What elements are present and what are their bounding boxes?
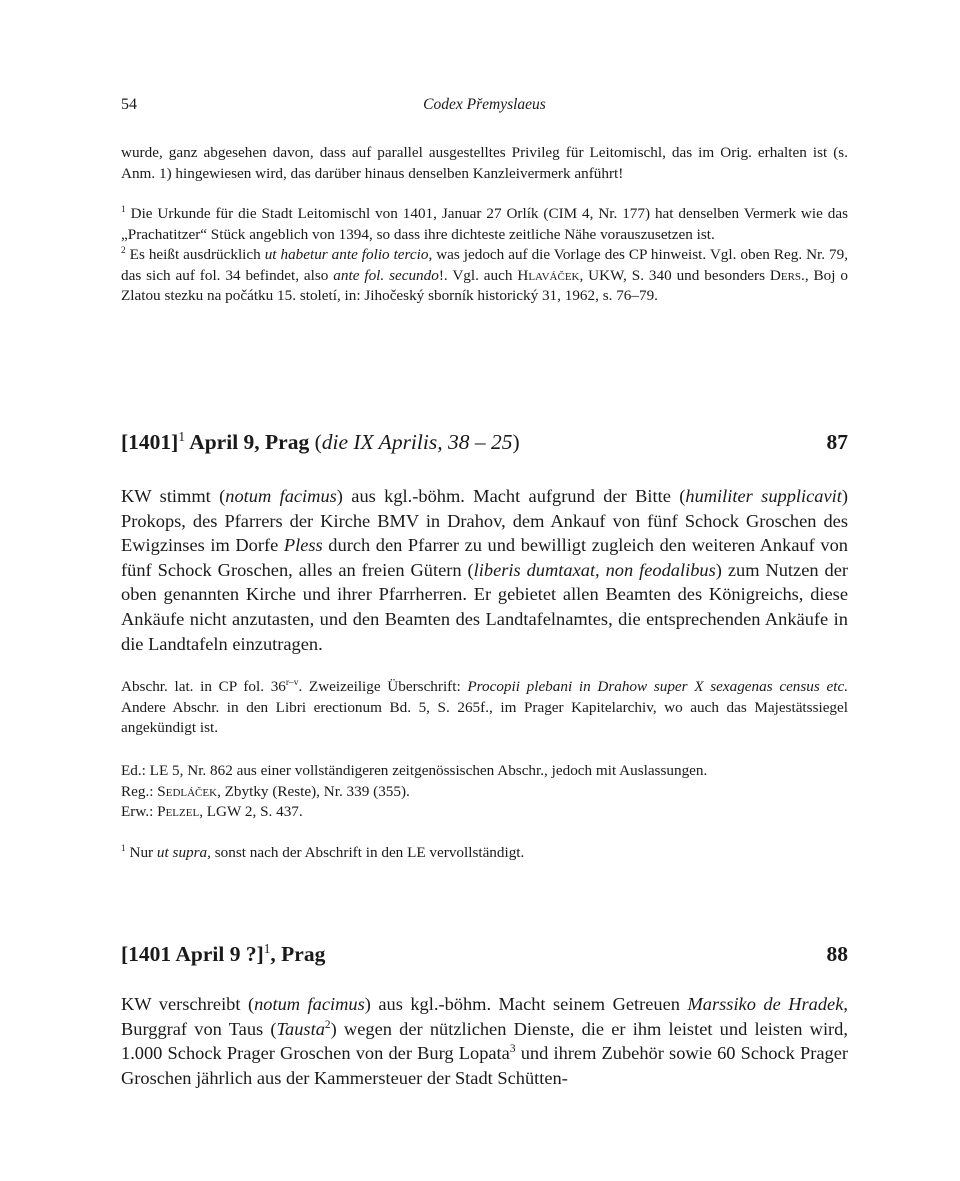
author-name: Hlaváček <box>517 266 580 284</box>
author-name: Pelzel <box>157 803 200 820</box>
entry-87-number: 87 <box>826 430 848 454</box>
running-title: Codex Přemyslaeus <box>423 96 546 113</box>
text-run: KW verschreibt ( <box>121 994 255 1014</box>
footnote-marker: 1 <box>263 940 271 956</box>
continuation-text: wurde, ganz abgesehen davon, dass auf parallel ausgestelltes Privileg für Leitomischl, das im Orig. erhalten ist (s. Anm. 1) hingewiesen wird, das darüber hinaus denselben Kanzleivermerk anführt! <box>121 144 848 182</box>
page-number: 54 <box>121 96 137 113</box>
footnote-text: was jedoch auf die Vorlage des CP hinweist. Vgl. oben Reg. Nr. 79, das sich auf fol. 34 befindet, also <box>121 246 849 284</box>
source-text <box>121 677 848 739</box>
entry-88-title <box>121 942 325 967</box>
paren: ( <box>314 430 322 454</box>
regest-text <box>121 484 848 656</box>
entry-87-title <box>121 430 520 455</box>
entry-place: , Prag <box>270 942 326 966</box>
latin-quote: Procopii plebani in Drahow super X sexagenas census etc. <box>467 678 848 695</box>
entry-87-footnote <box>121 843 848 864</box>
footnote-text: Es heißt ausdrücklich <box>129 246 265 263</box>
regest-text <box>121 992 848 1090</box>
footnote-text: , UKW, S. 340 und besonders <box>579 266 770 284</box>
erw-line <box>121 802 848 823</box>
latin-quote: liberis dumtaxat, non feodalibus <box>473 559 716 580</box>
paren: ) <box>512 430 520 454</box>
footnote-text: Die Urkunde für die Stadt Leitomischl von 1401, Januar 27 Orlík (CIM 4, Nr. 177) hat denselben Vermerk wie das „Prachatitzer“ Stück angeblich von 1394, so dass ihre dichteste zeitliche Nähe vorauszusetzen ist. <box>121 205 849 243</box>
footnote-1 <box>121 204 848 245</box>
entry-88-heading <box>121 942 848 970</box>
entry-place: April 9, Prag <box>185 430 315 454</box>
latin-quote: ante fol. secundo <box>333 266 439 284</box>
latin-quote: notum facimus <box>254 994 365 1014</box>
text-run: Erw.: <box>121 803 158 820</box>
footnote-text: , Boj o Zlatou stezku na počátku 15. století, in: Jihočeský sborník historický 31, 1962, s. 76–79. <box>121 266 848 304</box>
text-run: ) aus kgl.-böhm. Macht aufgrund der Bitte ( <box>336 486 686 506</box>
footnote-marker: 3 <box>509 1043 516 1056</box>
entry-date: [1401] <box>121 430 179 454</box>
footnote-marker: 2 <box>324 1018 331 1031</box>
text-run: ) wegen der nützlichen Dienste, die er ihm leistet und leisten wird, 1.000 Schock Prager Groschen von der Burg Lopata <box>121 1018 848 1064</box>
latin-quote: humiliter supplicavit <box>685 486 842 506</box>
author-name: Ders. <box>769 266 805 284</box>
footnote-1 <box>121 843 848 864</box>
author-name: Sedláček <box>157 782 218 800</box>
entry-87-regest <box>121 484 848 656</box>
footnote-2 <box>121 245 848 307</box>
folio-sup: r–v <box>285 677 299 688</box>
continuation-paragraph <box>121 143 848 184</box>
ed-line: Ed.: LE 5, Nr. 862 aus einer vollständigeren zeitgenössischen Abschr., jedoch mit Auslassungen. <box>121 762 708 779</box>
entry-87-literature <box>121 761 848 823</box>
latin-date: die IX Aprilis, 38 – 25 <box>321 430 513 454</box>
footnote-text: sonst nach der Abschrift in den LE vervollständigt. <box>210 844 525 861</box>
entry-87-heading <box>121 430 848 458</box>
latin-quote: notum facimus <box>225 486 337 506</box>
entry-88-number: 88 <box>826 942 848 966</box>
text-run: , LGW 2, S. 437. <box>199 803 303 820</box>
footnote-marker: 2 <box>121 245 126 256</box>
footnotes-previous-entry <box>121 204 848 307</box>
text-run: , Zbytky (Reste), Nr. 339 (355). <box>217 782 410 800</box>
footnote-marker: 1 <box>121 204 126 215</box>
footnote-text: Nur <box>129 844 157 861</box>
footnote-text: !. Vgl. auch <box>438 266 518 284</box>
footnote-marker: 1 <box>121 843 126 854</box>
text-run: und ihrem Zubehör sowie 60 Schock Prager Groschen jährlich aus der Kammersteuer der Stadt Schütten- <box>121 1043 849 1088</box>
text-run: ) zum Nutzen der oben genannten Kirche und ihrer Pfarrherren. Er gebietet allen Beamten des Königreichs, diese Ankäufe nicht anzutasten, und den Beamten des Landtafelnamtes, die entsprechenden Ankäufe in die Landtafeln einzutragen. <box>121 559 848 654</box>
reg-line <box>121 782 848 803</box>
text-run: Abschr. lat. in CP fol. 36 <box>121 678 286 695</box>
text-run: durch den Pfarrer zu und bewilligt zugleich den weiteren Ankauf von fünf Schock Groschen, alles an freien Gütern ( <box>121 535 848 580</box>
place-name: Pless <box>283 535 323 556</box>
person-name: Marssiko de Hradek <box>687 994 844 1014</box>
text-run: Andere Abschr. in den Libri erectionum Bd. 5, S. 265f., im Prager Kapitelarchiv, wo auch das Majestätssiegel angekündigt ist. <box>121 698 848 736</box>
text-run: KW stimmt ( <box>121 486 226 506</box>
entry-87-source-note <box>121 677 848 739</box>
text-run: ) Prokops, des Pfarrers der Kirche BMV in Drahov, dem Ankauf von fünf Schock Groschen des Ewigzinses im Dorfe <box>121 486 848 556</box>
entry-date: [1401 April 9 ?] <box>121 942 264 966</box>
text-run: ) aus kgl.-böhm. Macht seinem Getreuen <box>364 994 688 1014</box>
running-header <box>121 96 848 118</box>
text-run: , Burggraf von Taus ( <box>121 994 848 1039</box>
latin-quote: ut habetur ante folio tercio, <box>264 246 433 263</box>
place-name: Tausta <box>276 1018 325 1039</box>
text-run: Reg.: <box>121 782 158 800</box>
latin-quote: ut supra, <box>156 844 211 861</box>
entry-88-regest <box>121 992 848 1090</box>
footnote-marker: 1 <box>178 428 185 444</box>
text-run: . Zweizeilige Überschrift: <box>298 678 468 695</box>
